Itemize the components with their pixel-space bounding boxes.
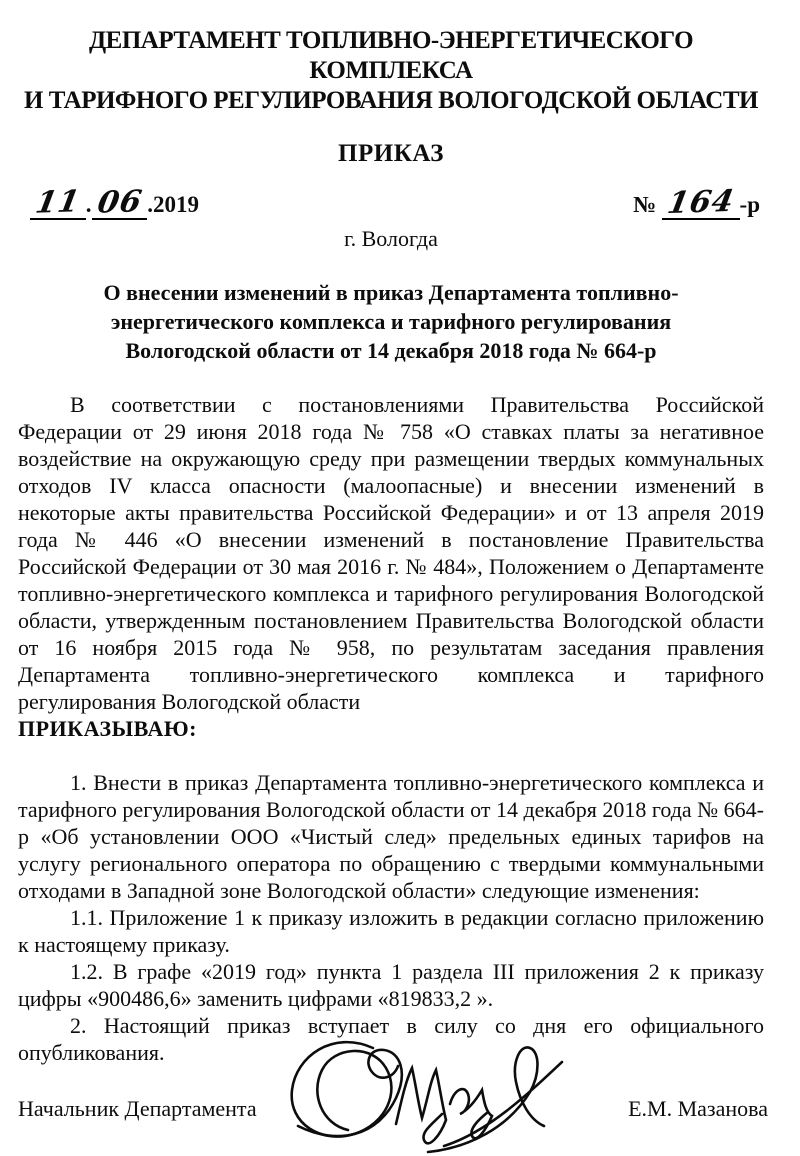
paragraph-gap xyxy=(18,742,764,769)
preamble-paragraph: В соответствии с постановлениями Правительства Российской Федерации от 29 июня 2018 года № 758 «О ставках платы за негативное воздействие на окружающую среду при размещении твердых коммунальных отходов IV класса опасности (малоопасные) и внесении изменений в некоторые акты правительства Российской Федерации» и от 13 апреля 2019 года № 446 «О внесении изменений в постановление Правительства Российской Федерации от 30 мая 2016 г. № 484», Положением о Департаменте топливно-энергетического комплекса и тарифного регулирования Вологодской области, утвержденным постановлением Правительства Вологодской области от 16 ноября 2015 года № 958, по результатам заседания правления Департамента топливно-энергетического комплекса и тарифного регулирования Вологодской области xyxy=(18,392,764,714)
number-suffix: -р xyxy=(739,192,760,217)
date-day-field xyxy=(30,184,86,221)
order-item-1-1: 1.1. Приложение 1 к приказу изложить в редакции согласно приложению к настоящему приказу. xyxy=(18,905,764,957)
signature-position-title: Начальник Департамента xyxy=(18,1096,257,1121)
order-item-2: 2. Настоящий приказ вступает в силу со дня его официального опубликования. xyxy=(18,1013,764,1065)
signature-row xyxy=(18,1096,768,1122)
number-prefix: № xyxy=(633,192,657,217)
date-month-handwritten: 06 xyxy=(94,184,145,221)
number-field xyxy=(662,183,740,222)
document-body xyxy=(18,391,764,1066)
order-item-1: 1. Внести в приказ Департамента топливно-энергетического комплекса и тарифного регулирования Вологодской области от 14 декабря 2018 года № 664-р «Об установлении ООО «Чистый след» предельных единых тарифов на услугу регионального оператора по обращению с твердыми коммунальными отходами в Западной зоне Вологодской области» следующие изменения: xyxy=(18,770,764,903)
organization-name xyxy=(18,26,764,116)
order-item-1-2: 1.2. В графе «2019 год» пункта 1 раздела III приложения 2 к приказу цифры «900486,6» заменить цифрами «819833,2 ». xyxy=(18,959,764,1011)
document-date xyxy=(18,184,199,221)
organization-name-line1: ДЕПАРТАМЕНТ ТОПЛИВНО-ЭНЕРГЕТИЧЕСКОГО КОМПЛЕКСА xyxy=(88,27,694,84)
document-title: О внесении изменений в приказ Департамента топливно-энергетического комплекса и тарифного регулирования Вологодской области от 14 декабря 2018 года № 664-р xyxy=(103,280,679,363)
organization-name-line2: И ТАРИФНОГО РЕГУЛИРОВАНИЯ ВОЛОГОДСКОЙ ОБЛАСТИ xyxy=(24,87,758,114)
document-type-heading: ПРИКАЗ xyxy=(338,140,444,167)
date-month-field xyxy=(92,184,148,221)
decree-word: ПРИКАЗЫВАЮ: xyxy=(18,716,197,741)
date-number-row xyxy=(18,183,764,226)
date-day-handwritten: 11 xyxy=(32,184,84,221)
date-year-printed: .2019 xyxy=(147,192,199,217)
number-handwritten: 164 xyxy=(664,183,737,222)
document-number xyxy=(633,183,764,222)
city-line: г. Вологда xyxy=(344,226,438,251)
date-separator: . xyxy=(85,192,92,217)
signature-name: Е.М. Мазанова xyxy=(628,1096,768,1121)
